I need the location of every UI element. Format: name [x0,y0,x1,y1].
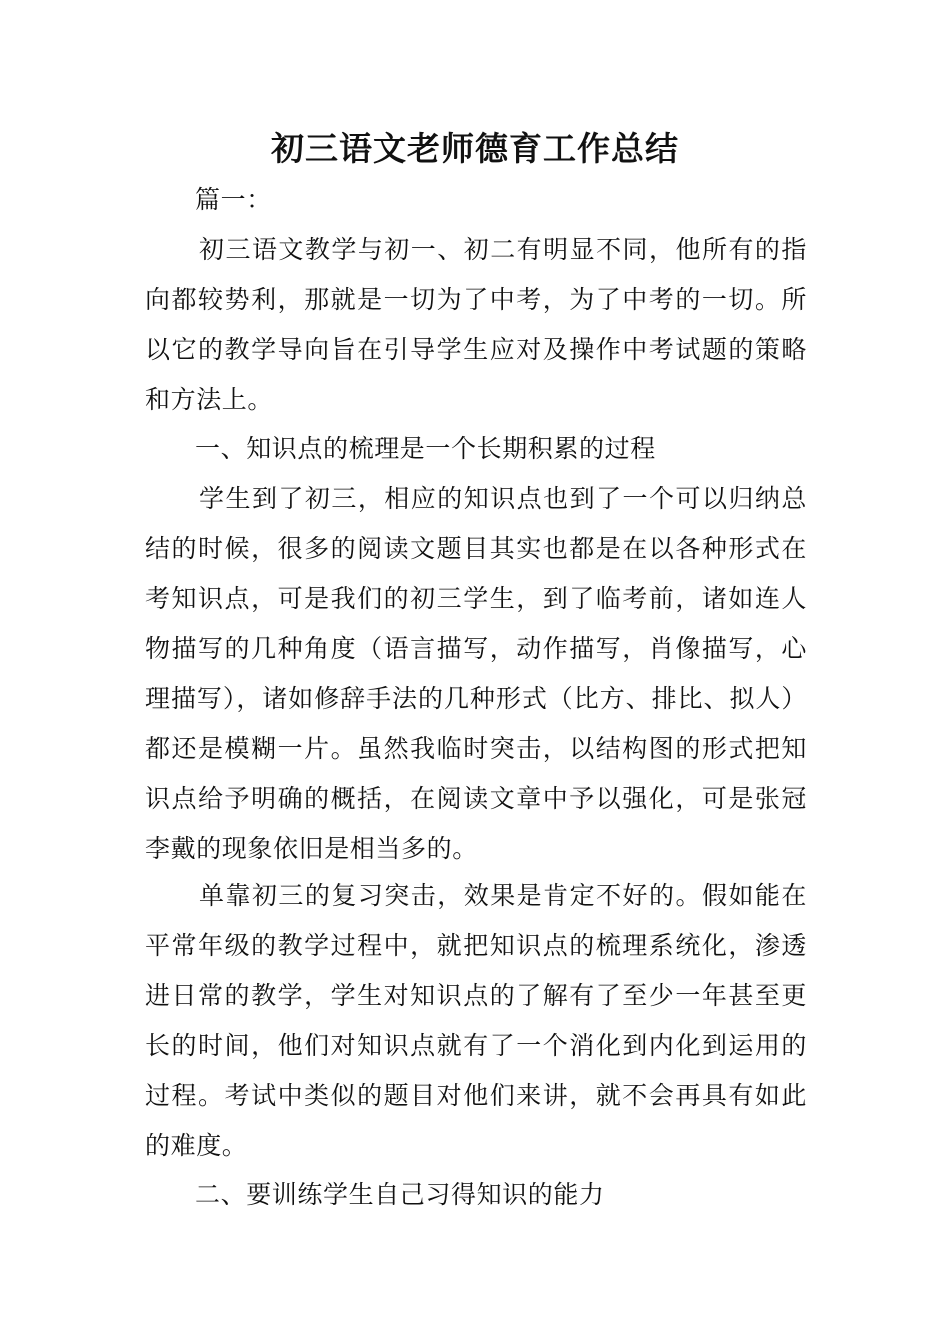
section-label: 篇一： [195,185,272,214]
paragraph-review: 单靠初三的复习突击，效果是肯定不好的。假如能在平常年级的教学过程中，就把知识点的梳理系统化，渗透进日常的教学，学生对知识点的了解有了至少一年甚至更长的时间，他们对知识点就有了一个消化到内化到运用的过程。考试中类似的题目对他们来讲，就不会再具有如此的难度。 [145,881,807,1160]
paragraph-knowledge-points: 学生到了初三，相应的知识点也到了一个可以归纳总结的时候，很多的阅读文题目其实也都是在以各种形式在考知识点，可是我们的初三学生，到了临考前，诸如连人物描写的几种角度（语言描写，动作描写，肖像描写，心理描写），诸如修辞手法的几种形式（比方、排比、拟人）都还是模糊一片。虽然我临时突击，以结构图的形式把知识点给予明确的概括，在阅读文章中予以强化，可是张冠李戴的现象依旧是相当多的。 [145,484,807,863]
heading-two: 二、要训练学生自己习得知识的能力 [195,1180,605,1209]
paragraph-intro: 初三语文教学与初一、初二有明显不同，他所有的指向都较势利，那就是一切为了中考，为了中考的一切。所以它的教学导向旨在引导学生应对及操作中考试题的策略和方法上。 [145,235,807,414]
heading-one: 一、知识点的梳理是一个长期积累的过程 [195,434,656,463]
document-title: 初三语文老师德育工作总结 [271,129,679,168]
